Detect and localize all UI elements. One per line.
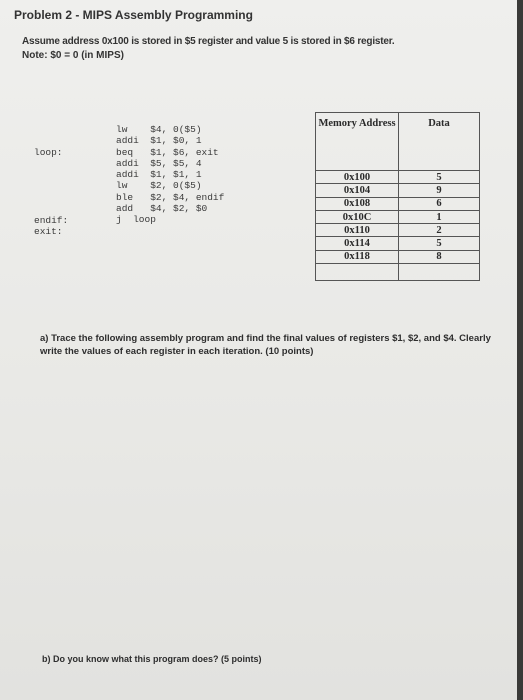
memory-data-cell: 2 <box>399 224 480 237</box>
intro-note: Note: $0 = 0 (in MIPS) <box>22 50 124 61</box>
code-line: lw $4, 0($5) <box>116 124 202 135</box>
code-label <box>34 181 68 192</box>
memory-data-cell: 8 <box>399 250 480 263</box>
header-data: Data <box>399 113 480 171</box>
memory-address-cell: 0x108 <box>316 197 399 210</box>
table-row <box>316 250 480 263</box>
code-line: ble $2, $4, endif <box>116 191 225 203</box>
table-row <box>316 171 480 184</box>
code-label <box>34 203 68 214</box>
question-b: b) Do you know what this program does? (5 points) <box>42 654 262 664</box>
question-a: a) Trace the following assembly program and find the final values of registers $1, $2, and $4. Clearly write the values of each register in each iteration. (10 points) <box>40 333 491 357</box>
table-row <box>316 197 480 210</box>
memory-address-cell: 0x118 <box>316 250 399 263</box>
page-edge-shadow <box>517 0 523 700</box>
code-label <box>34 158 68 169</box>
code-label: endif: <box>34 214 69 226</box>
memory-data-cell-empty <box>399 264 480 281</box>
code-labels <box>34 147 68 237</box>
memory-data-cell: 6 <box>399 197 480 210</box>
table-row <box>316 184 480 197</box>
memory-table-header <box>316 113 480 171</box>
table-row-empty <box>316 264 480 281</box>
memory-address-cell: 0x114 <box>316 237 399 250</box>
code-line: addi $1, $1, 1 <box>116 169 202 181</box>
code-label: loop: <box>34 147 63 158</box>
table-row <box>316 224 480 237</box>
memory-address-cell: 0x104 <box>316 184 399 197</box>
assembly-code <box>116 124 224 226</box>
code-label <box>34 192 68 203</box>
memory-table <box>315 112 480 281</box>
memory-address-cell-empty <box>316 264 399 281</box>
header-memory-address: Memory Address <box>316 113 399 171</box>
table-row <box>316 237 480 250</box>
memory-data-cell: 5 <box>399 171 480 184</box>
memory-data-cell: 5 <box>399 237 480 250</box>
code-line: addi $1, $0, 1 <box>116 135 202 147</box>
code-line: beq $1, $6, exit <box>116 146 219 158</box>
code-line: addi $5, $5, 4 <box>116 157 202 169</box>
memory-address-cell: 0x100 <box>316 171 399 184</box>
code-label: exit: <box>34 226 63 238</box>
code-label <box>34 170 68 181</box>
memory-address-cell: 0x110 <box>316 224 399 237</box>
code-line: add $4, $2, $0 <box>116 203 208 215</box>
memory-address-cell: 0x10C <box>316 210 399 223</box>
intro-assumption: Assume address 0x100 is stored in $5 register and value 5 is stored in $6 register. <box>22 36 395 47</box>
memory-data-cell: 9 <box>399 184 480 197</box>
memory-data-cell: 1 <box>399 210 480 223</box>
code-line: lw $2, 0($5) <box>116 180 202 192</box>
code-line: j loop <box>116 214 156 226</box>
table-row <box>316 210 480 223</box>
problem-title: Problem 2 - MIPS Assembly Programming <box>14 8 253 22</box>
